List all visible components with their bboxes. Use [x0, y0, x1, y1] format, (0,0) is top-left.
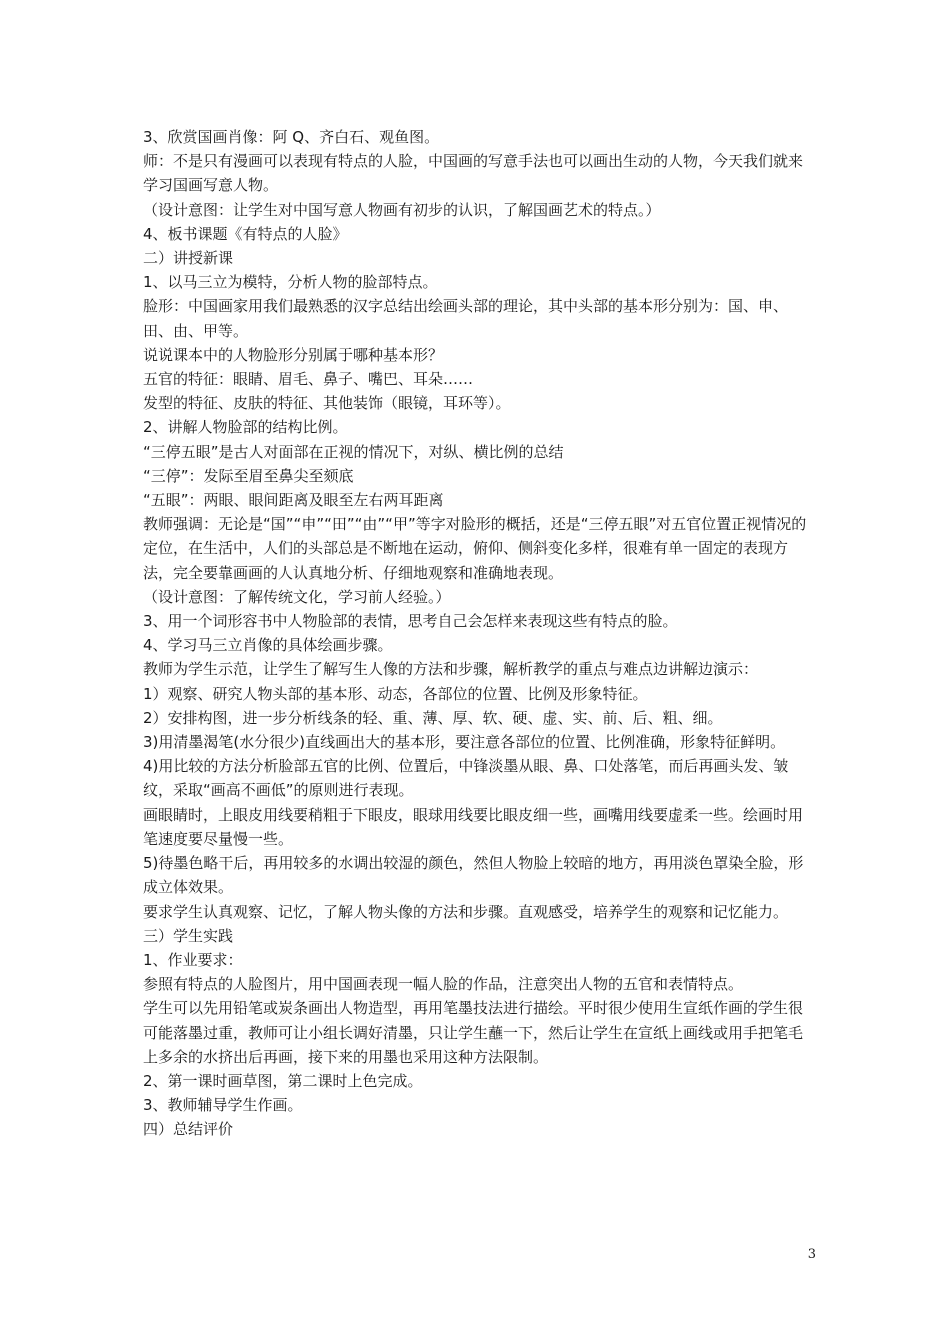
paragraph: 五官的特征：眼睛、眉毛、鼻子、嘴巴、耳朵…… — [143, 370, 474, 389]
paragraph: 1、以马三立为模特，分析人物的脸部特点。 — [143, 273, 438, 292]
paragraph: 3、教师辅导学生作画。 — [143, 1096, 303, 1115]
paragraph: “五眼”：两眼、眼间距离及眼至左右两耳距离 — [143, 491, 444, 510]
paragraph: 学生可以先用铅笔或炭条画出人物造型，再用笔墨技法进行描绘。平时很少使用生宣纸作画的学生很可能落墨过重，教师可让小组长调好清墨，只让学生蘸一下，然后让学生在宣纸上画线或用手把笔毛上多余的水挤出后再画，接下来的用墨也采用这种方法限制。 — [143, 999, 804, 1066]
paragraph: （设计意图：让学生对中国写意人物画有初步的认识，了解国画艺术的特点。） — [143, 200, 661, 219]
paragraph: 3、用一个词形容书中人物脸部的表情，思考自己会怎样来表现这些有特点的脸。 — [143, 612, 678, 631]
paragraph: 3)用清墨渴笔(水分很少)直线画出大的基本形，要注意各部位的位置、比例准确，形象特征鲜明。 — [143, 733, 786, 752]
paragraph: 师：不是只有漫画可以表现有特点的人脸，中国画的写意手法也可以画出生动的人物，今天我们就来学习国画写意人物。 — [143, 152, 804, 195]
paragraph: 教师强调：无论是“国”“申”“田”“由”“甲”等字对脸形的概括，还是“三停五眼”对五官位置正视情况的定位，在生活中，人们的头部总是不断地在运动，俯仰、侧斜变化多样，很难有单一固定的表现方法，完全要靠画画的人认真地分析、仔细地观察和准确地表现。 — [143, 515, 807, 582]
paragraph: 要求学生认真观察、记忆，了解人物头像的方法和步骤。直观感受，培养学生的观察和记忆能力。 — [143, 902, 789, 921]
paragraph: 5)待墨色略干后，再用较多的水调出较湿的颜色，然但人物脸上较暗的地方，再用淡色罩染全脸，形成立体效果。 — [143, 854, 804, 897]
paragraph: 脸形：中国画家用我们最熟悉的汉字总结出绘画头部的理论，其中头部的基本形分别为：国、申、田、由、甲等。 — [143, 297, 789, 340]
section-heading: 二）讲授新课 — [143, 249, 234, 268]
paragraph: 教师为学生示范，让学生了解写生人像的方法和步骤，解析教学的重点与难点边讲解边演示： — [143, 660, 759, 679]
paragraph: 1）观察、研究人物头部的基本形、动态，各部位的位置、比例及形象特征。 — [143, 684, 648, 703]
paragraph: 发型的特征、皮肤的特征、其他装饰（眼镜，耳环等）。 — [143, 394, 511, 413]
paragraph: “三停五眼”是古人对面部在正视的情况下，对纵、横比例的总结 — [143, 442, 564, 461]
paragraph: 说说课本中的人物脸形分别属于哪种基本形？ — [143, 345, 444, 364]
paragraph: 4、板书课题《有特点的人脸》 — [143, 224, 348, 243]
section-heading: 四）总结评价 — [143, 1120, 234, 1139]
paragraph: 参照有特点的人脸图片，用中国画表现一幅人脸的作品，注意突出人物的五官和表情特点。 — [143, 975, 744, 994]
paragraph: 画眼睛时，上眼皮用线要稍粗于下眼皮，眼球用线要比眼皮细一些，画嘴用线要虚柔一些。绘画时用笔速度要尽量慢一些。 — [143, 805, 804, 848]
paragraph: 4)用比较的方法分析脸部五官的比例、位置后，中锋淡墨从眼、鼻、口处落笔，而后再画头发、皱纹，采取“画高不画低”的原则进行表现。 — [143, 757, 789, 800]
paragraph: 2、讲解人物脸部的结构比例。 — [143, 418, 348, 437]
paragraph: 1、作业要求： — [143, 950, 243, 969]
paragraph: “三停”：发际至眉至鼻尖至颏底 — [143, 466, 354, 485]
section-heading: 三）学生实践 — [143, 926, 234, 945]
paragraph: 2、第一课时画草图，第二课时上色完成。 — [143, 1071, 423, 1090]
paragraph: 3、欣赏国画肖像：阿 Q、齐白石、观鱼图。 — [143, 128, 440, 146]
paragraph: 2）安排构图，进一步分析线条的轻、重、薄、厚、软、硬、虚、实、前、后、粗、细。 — [143, 708, 723, 727]
page-number: 3 — [807, 1247, 816, 1262]
document-body — [143, 125, 815, 1142]
paragraph: （设计意图：了解传统文化，学习前人经验。） — [143, 587, 451, 606]
paragraph: 4、学习马三立肖像的具体绘画步骤。 — [143, 636, 393, 655]
